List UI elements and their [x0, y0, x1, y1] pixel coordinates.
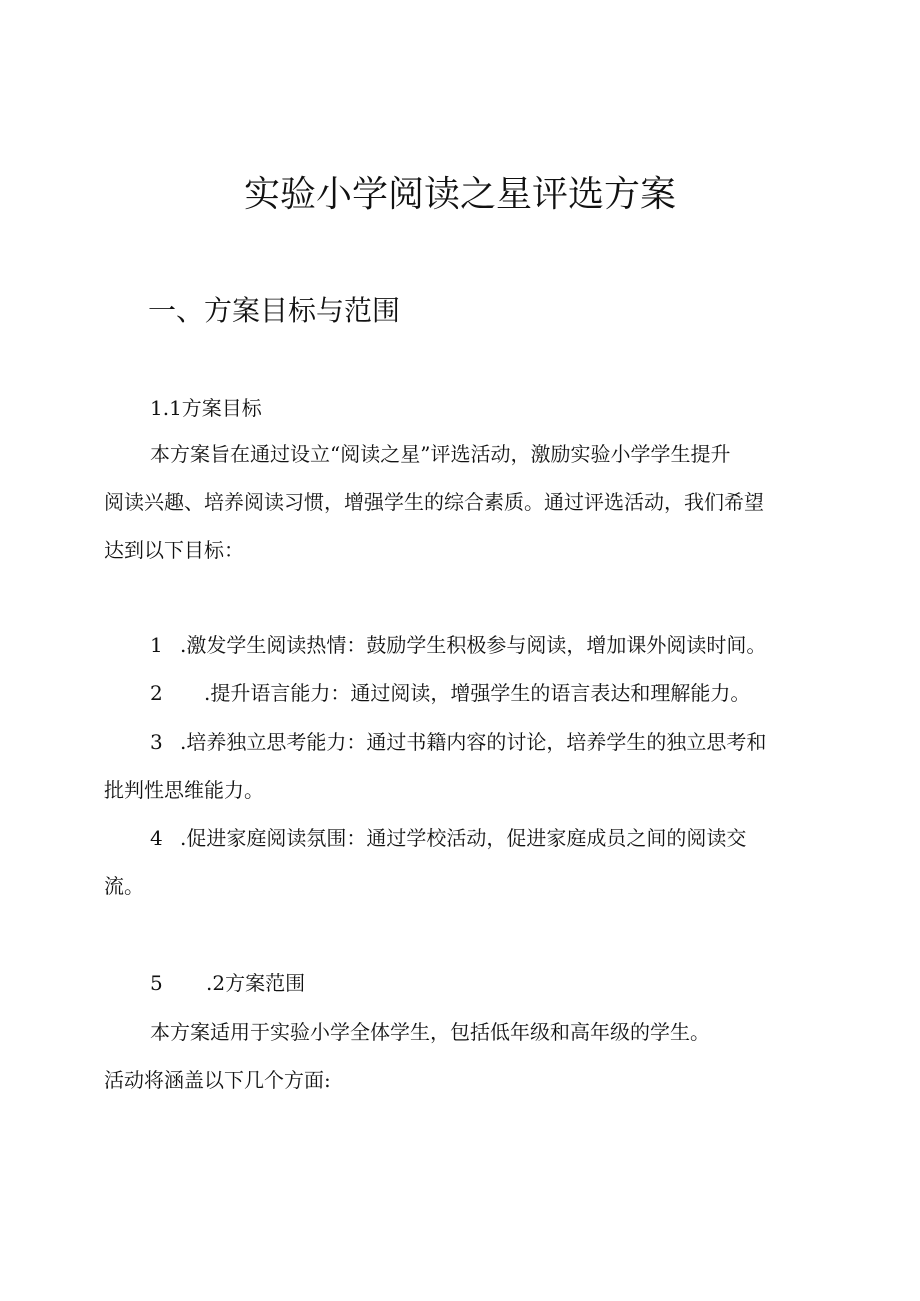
subsection-heading-scope — [150, 969, 305, 997]
subsection-heading-goals: 1.1方案目标 — [150, 396, 262, 420]
list-item-text: .培养独立思考能力：通过书籍内容的讨论，培养学生的独立思考和 — [180, 730, 767, 754]
paragraph-line: 活动将涵盖以下几个方面: — [104, 1068, 331, 1092]
paragraph-line: 本方案适用于实验小学全体学生，包括低年级和高年级的学生。 — [150, 1020, 710, 1044]
list-item-text: .促进家庭阅读氛围：通过学校活动，促进家庭成员之间的阅读交 — [180, 826, 747, 850]
paragraph-line: 阅读兴趣、培养阅读习惯，增强学生的综合素质。通过评选活动，我们希望 — [104, 490, 764, 514]
list-item-continuation: 批判性思维能力。 — [104, 778, 264, 802]
section-heading: 一、方案目标与范围 — [148, 294, 401, 327]
list-item-continuation: 流。 — [104, 874, 144, 898]
paragraph-line: 本方案旨在通过设立“阅读之星”评选活动，激励实验小学学生提升 — [150, 442, 731, 466]
document-title: 实验小学阅读之星评选方案 — [243, 174, 676, 215]
list-item-number: 2 — [150, 681, 163, 705]
list-item-goal-4 — [150, 824, 746, 852]
list-item-goal-3 — [150, 728, 766, 756]
subsection-title: .2方案范围 — [206, 971, 306, 995]
list-item-number: 1 — [150, 633, 163, 657]
list-item-goal-1 — [150, 631, 766, 659]
paragraph-line: 达到以下目标： — [104, 538, 244, 562]
list-item-number: 3 — [150, 730, 163, 754]
list-item-number: 4 — [150, 826, 163, 850]
subsection-number: 5 — [150, 971, 163, 995]
list-item-text: .提升语言能力：通过阅读，增强学生的语言表达和理解能力。 — [204, 681, 751, 705]
list-item-goal-2 — [150, 679, 750, 707]
list-item-text: .激发学生阅读热情：鼓励学生积极参与阅读，增加课外阅读时间。 — [180, 633, 767, 657]
